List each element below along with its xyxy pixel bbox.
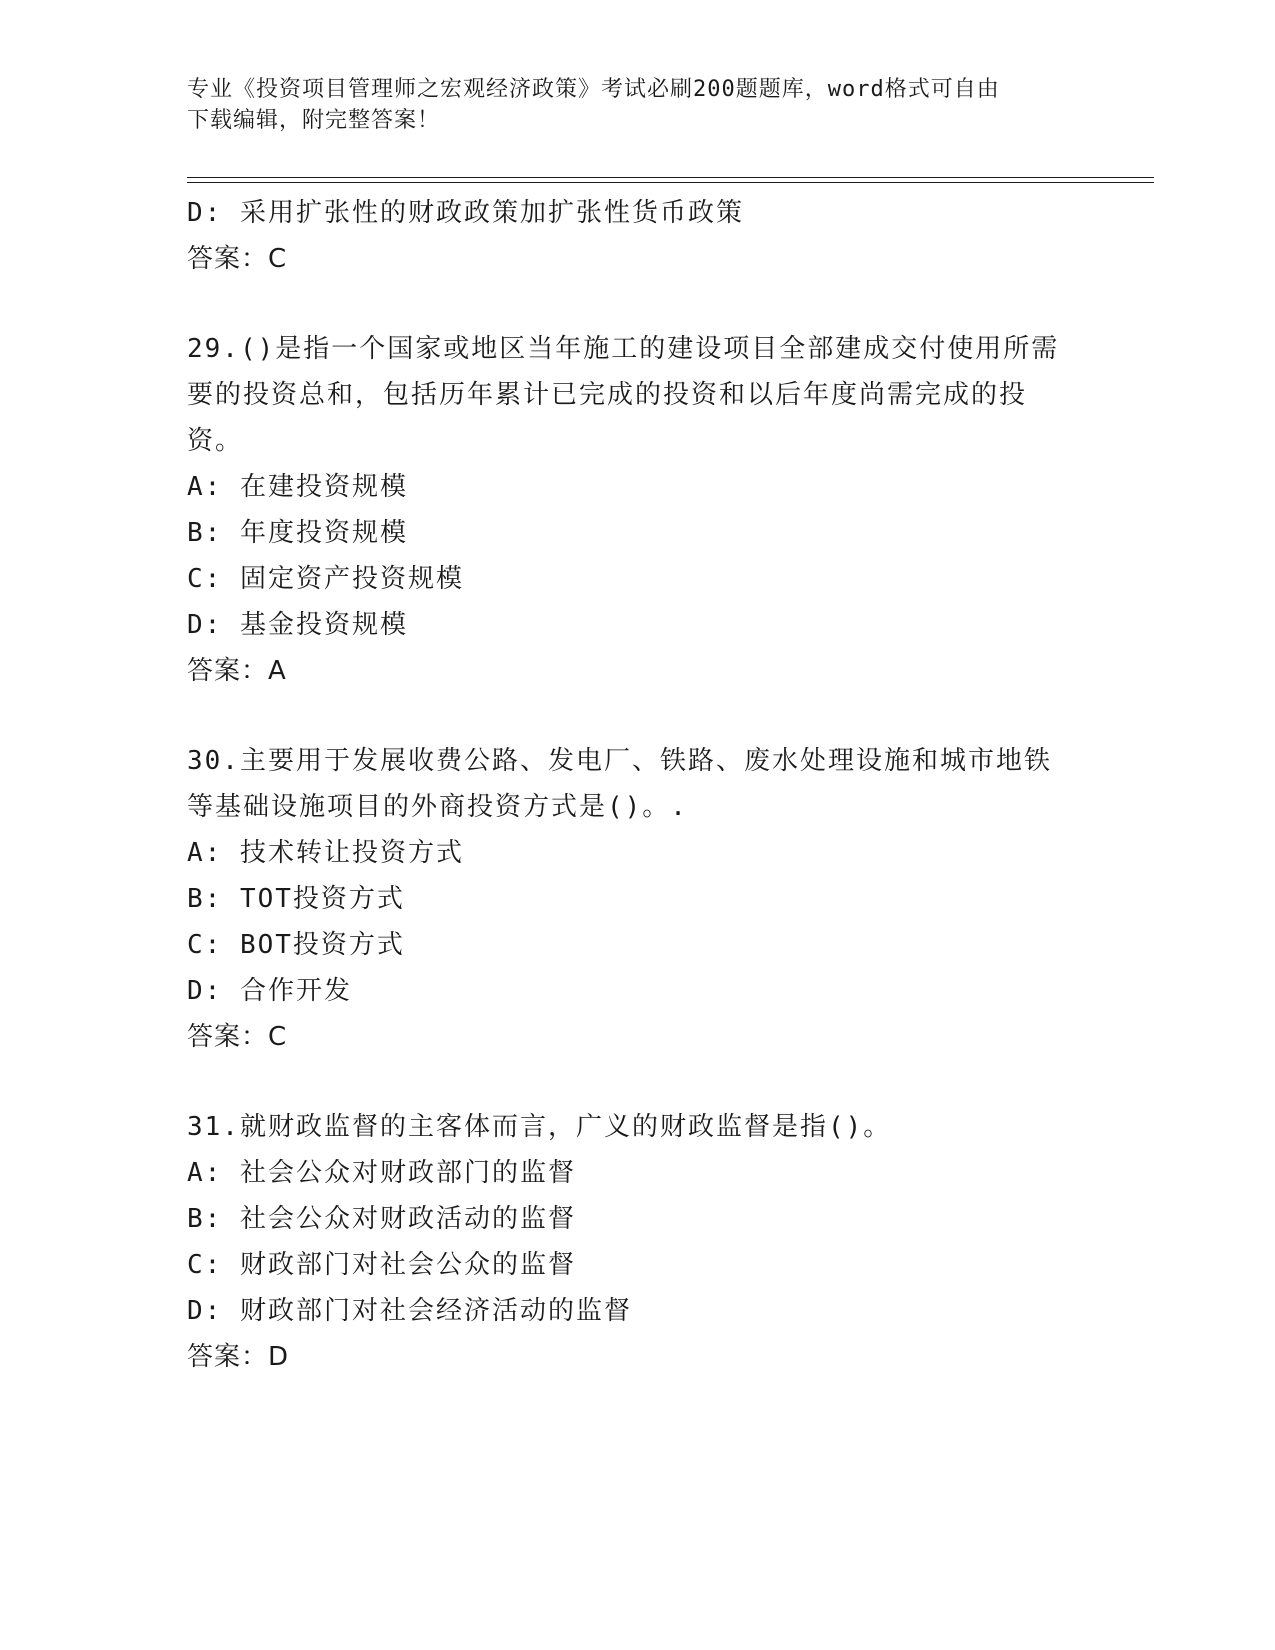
option-a: A: 技术转让投资方式 <box>187 838 464 868</box>
question-31 <box>187 1104 1087 1380</box>
question-stem-line: 要的投资总和，包括历年累计已完成的投资和以后年度尚需完成的投 <box>187 380 1028 410</box>
option-a: A: 社会公众对财政部门的监督 <box>187 1158 576 1188</box>
header-rule-top <box>187 177 1154 178</box>
document-header <box>187 74 1087 136</box>
header-rule-bottom <box>187 182 1154 183</box>
option-c: C: BOT投资方式 <box>187 930 405 960</box>
option-c: C: 财政部门对社会公众的监督 <box>187 1250 576 1280</box>
answer-line: 答案：C <box>187 244 288 274</box>
question-stem-line: 等基础设施项目的外商投资方式是()。. <box>187 792 688 822</box>
header-line-1: 专业《投资项目管理师之宏观经济政策》考试必刷200题题库，word格式可自由 <box>187 77 1000 102</box>
header-line-2: 下载编辑，附完整答案！ <box>187 108 441 133</box>
option-c: C: 固定资产投资规模 <box>187 564 464 594</box>
question-stem-line: 31.就财政监督的主客体而言，广义的财政监督是指()。 <box>187 1112 892 1142</box>
question-stem-line: 资。 <box>187 426 244 456</box>
option-d: D: 基金投资规模 <box>187 610 408 640</box>
option-b: B: 社会公众对财政活动的监督 <box>187 1204 576 1234</box>
option-a: A: 在建投资规模 <box>187 472 408 502</box>
question-stem-line: 30.主要用于发展收费公路、发电厂、铁路、废水处理设施和城市地铁 <box>187 746 1052 776</box>
answer-line: 答案：A <box>187 656 287 686</box>
question-content <box>187 190 1087 1380</box>
option-d: D: 采用扩张性的财政政策加扩张性货币政策 <box>187 198 744 228</box>
answer-line: 答案：C <box>187 1022 288 1052</box>
option-d: D: 合作开发 <box>187 976 352 1006</box>
question-stem-line: 29.()是指一个国家或地区当年施工的建设项目全部建成交付使用所需 <box>187 334 1060 364</box>
option-b: B: TOT投资方式 <box>187 884 405 914</box>
previous-question-tail <box>187 190 1087 282</box>
question-29 <box>187 326 1087 694</box>
option-b: B: 年度投资规模 <box>187 518 408 548</box>
answer-line: 答案：D <box>187 1342 290 1372</box>
question-30 <box>187 738 1087 1060</box>
option-d: D: 财政部门对社会经济活动的监督 <box>187 1296 632 1326</box>
